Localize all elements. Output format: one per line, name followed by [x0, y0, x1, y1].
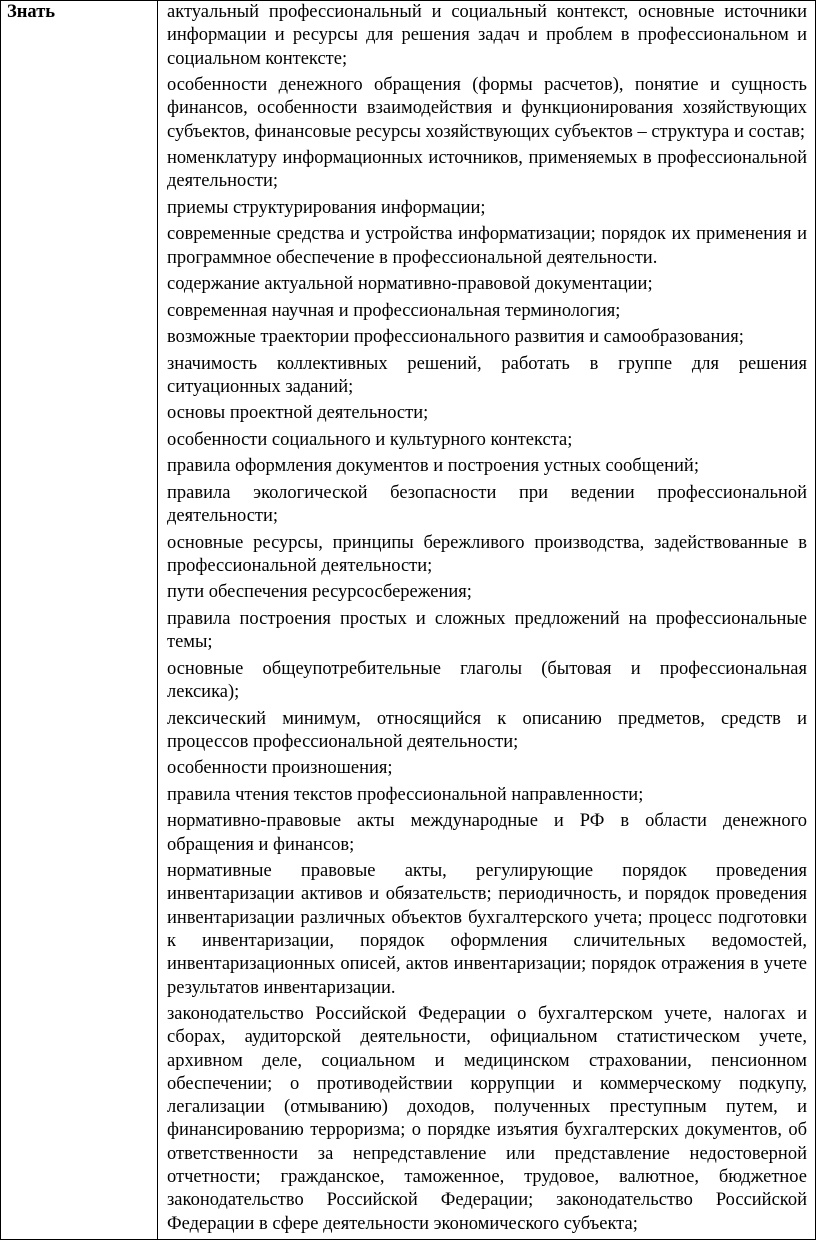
- list-item: актуальный профессиональный и социальный контекст, основные источники информации и ресурсы для решения задач и проблем в профессиональном и социальном контексте;: [167, 2, 807, 69]
- list-item: особенности денежного обращения (формы расчетов), понятие и сущность финансов, особенности взаимодействия и функционирования хозяйствующих субъектов, финансовые ресурсы хозяйствующих субъектов – структура и состав;: [167, 75, 807, 142]
- list-item: пути обеспечения ресурсосбережения;: [167, 582, 472, 603]
- list-item: основные ресурсы, принципы бережливого производства, задействованные в профессиональной деятельности;: [167, 532, 807, 576]
- list-item: законодательство Российской Федерации о бухгалтерском учете, налогах и сборах, аудиторской деятельности, официальном статистическом учете, архивном деле, социальном и медицинском страховании, пенсионном обеспечении; о противодействии коррупции и коммерческому подкупу, легализации (отмыванию) доходов, полученных преступным путем, и финансированию терроризма; о порядке изъятия бухгалтерских документов, об ответственности за непредставление или представление недостоверной отчетности; гражданское, таможенное, трудовое, валютное, бюджетное законодательство Российской Федерации; законодательство Российской Федерации в сфере деятельности экономического субъекта;: [167, 1004, 807, 1234]
- list-item: современная научная и профессиональная терминология;: [167, 300, 621, 321]
- knowledge-list: [158, 1, 816, 1240]
- list-item: особенности социального и культурного контекста;: [167, 429, 573, 450]
- list-item: лексический минимум, относящийся к описанию предметов, средств и процессов профессиональной деятельности;: [167, 708, 807, 752]
- list-item: основы проектной деятельности;: [167, 403, 429, 424]
- list-item: номенклатуру информационных источников, применяемых в профессиональной деятельности;: [167, 148, 807, 192]
- list-item: значимость коллективных решений, работать в группе для решения ситуационных заданий;: [167, 353, 807, 397]
- row-label: Знать: [1, 1, 158, 1240]
- list-item: основные общеупотребительные глаголы (бытовая и профессиональная лексика);: [167, 658, 807, 703]
- list-item: правила построения простых и сложных предложений на профессиональные темы;: [167, 608, 807, 653]
- list-item: правила чтения текстов профессиональной направленности;: [167, 784, 644, 805]
- list-item: правила оформления документов и построения устных сообщений;: [167, 456, 699, 477]
- list-item: возможные траектории профессионального развития и самообразования;: [167, 327, 744, 348]
- list-item: нормативные правовые акты, регулирующие порядок проведения инвентаризации активов и обязательств; периодичность, и порядок проведения инвентаризации различных объектов бухгалтерского учета; процесс подготовки к инвентаризации, порядок оформления сличительных ведомостей, инвентаризационных описей, актов инвентаризации; порядок отражения в учете результатов инвентаризации.: [167, 861, 807, 998]
- list-item: приемы структурирования информации;: [167, 197, 486, 218]
- list-item: нормативно-правовые акты международные и РФ в области денежного обращения и финансов;: [167, 811, 807, 855]
- list-item: современные средства и устройства информатизации; порядок их применения и программное обеспечение в профессиональной деятельности.: [167, 224, 807, 268]
- list-item: правила экологической безопасности при ведении профессиональной деятельности;: [167, 482, 807, 527]
- table-row: [1, 1, 816, 1240]
- list-item: особенности произношения;: [167, 758, 393, 779]
- list-item: содержание актуальной нормативно-правовой документации;: [167, 274, 653, 295]
